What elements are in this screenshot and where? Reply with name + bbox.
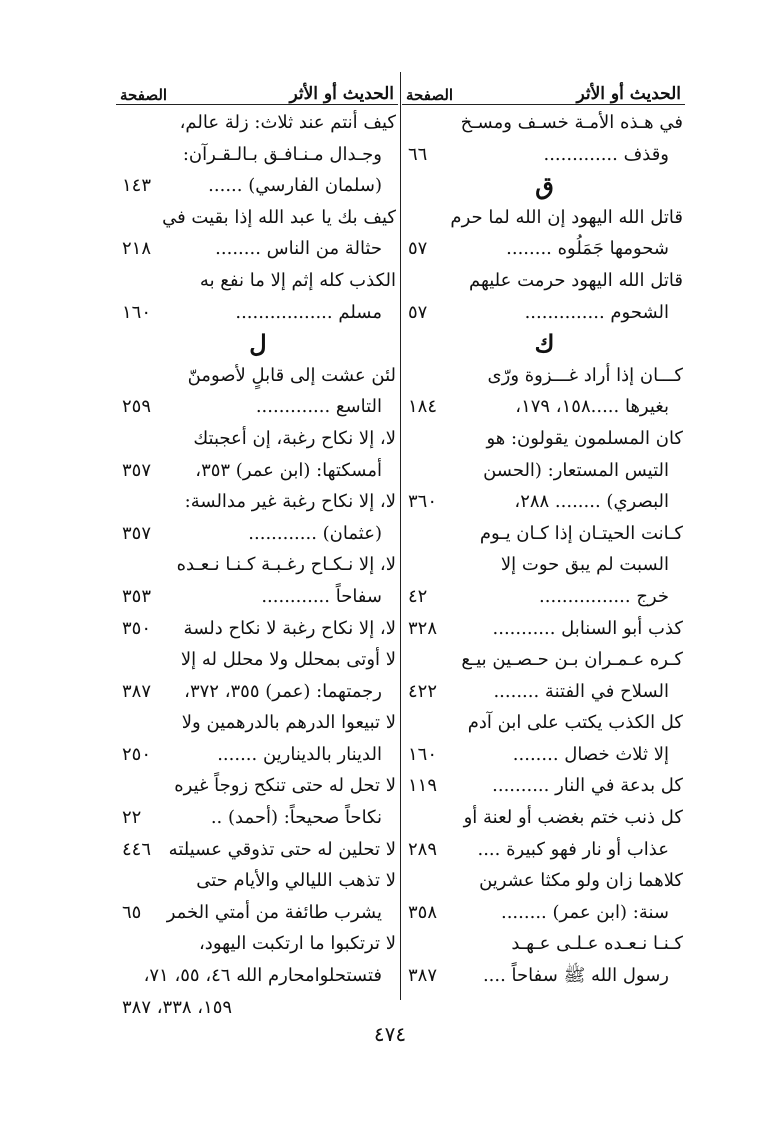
section-letter: ل [249,329,267,359]
header-page: الصفحة [120,86,168,104]
index-entry [116,581,398,613]
entry-text: كـنـا نـعـده عـلـى عـهـد [511,933,683,955]
entry-page-number [406,360,408,392]
entry-text: قاتل الله اليهود حرمت عليهم [468,269,683,291]
index-entry [402,644,685,676]
entry-text: رجمتهما: (عمر) ٣٥٥، ٣٧٢، [184,680,382,702]
index-entry [116,170,398,202]
entry-page-number: ٣٨٧ [122,680,152,702]
entry-text: إلا ثلاث خصال ........ [512,743,669,765]
entry-text: وقذف ............. [543,143,669,165]
entry-page-number: ٣٥٨ [408,901,438,923]
index-entry [116,770,398,802]
index-entry [402,518,685,550]
index-entry [116,297,398,329]
entry-page-number: ٥٧ [408,238,428,260]
entry-page-number [120,770,122,802]
index-entry [116,423,398,455]
entry-text: لا تذهب الليالي والأيام حتى [196,870,396,892]
entry-text: كل ذنب ختم بغضب أو لعنة أو [463,807,683,829]
entry-text: بغيرها .....١٥٨، ١٧٩، [515,396,669,418]
entry-text: يشرب طائفة من أمتي الخمر [166,901,382,923]
index-entry [402,391,685,423]
entry-text: الشحوم .............. [524,301,669,323]
entry-text: (سلمان الفارسي) ...... [208,175,382,197]
entry-page-number [120,486,122,518]
index-rows [402,107,685,992]
entry-text: كـره عـمـران بـن حـصـين بيـع [461,649,683,671]
entry-text: لا تبيعوا الدرهم بالدرهمين ولا [181,712,396,734]
entry-text: كـانت الحيتـان إذا كـان يـوم [479,522,683,544]
entry-page-number [406,802,408,834]
entry-text: كل الكذب يكتب على ابن آدم [467,712,683,734]
entry-page-number [120,865,122,897]
page-number: ٤٧٤ [373,1022,407,1046]
index-entry [116,992,398,1024]
index-entry [402,581,685,613]
entry-text: عذاب أو نار فهو كبيرة .... [477,838,669,860]
entry-text: كان المسلمون يقولون: هو [486,427,683,449]
index-entry [402,834,685,866]
column-header [116,70,398,105]
entry-text: مسلم ................. [235,301,382,323]
index-entry [116,928,398,960]
entry-page-number: ٣٢٨ [408,617,438,639]
index-entry [116,455,398,487]
entry-page-number [406,265,408,297]
index-entry [402,486,685,518]
entry-page-number [406,549,408,581]
entry-page-number [406,107,408,139]
index-entry [116,802,398,834]
index-entry [402,676,685,708]
entry-text: لا تحل له حتى تنكح زوجاً غيره [174,775,396,797]
entry-page-number: ١٦٠ [408,743,438,765]
entry-page-number: ٣٥٧ [122,522,152,544]
index-rows [116,107,398,1023]
index-entry [402,107,685,139]
index-entry [116,897,398,929]
index-entry [116,613,398,645]
index-entry [116,676,398,708]
entry-page-number: ٦٥ [122,901,142,923]
entry-text: كذب أبو السنابل ........... [492,617,683,639]
index-entry [402,455,685,487]
entry-text: في هـذه الأمـة خسـف ومسـخ [460,112,683,133]
entry-page-number: ١٤٣ [122,175,152,197]
entry-text: التيس المستعار: (الحسن [483,459,669,481]
entry-page-number: ٢١٨ [122,238,152,260]
index-entry [402,423,685,455]
entry-page-number [406,423,408,455]
index-entry [402,233,685,265]
entry-page-number: ٤٢ [408,585,428,607]
entry-text: حثالة من الناس ........ [215,238,382,260]
entry-page-number [406,202,408,234]
entry-page-number [120,928,122,960]
entry-text: سنة: (ابن عمر) ........ [500,901,669,923]
entry-text: خرج ................ [539,585,669,607]
index-entry [116,739,398,771]
index-column-left [116,70,398,1023]
column-header [402,70,685,105]
entry-text: سفاحاً ............ [261,585,382,607]
entry-page-number [120,107,122,139]
entry-text: السلاح في الفتنة ........ [493,680,669,702]
index-entry [116,865,398,897]
index-entry [402,928,685,960]
header-page: الصفحة [406,86,454,104]
entry-page-number [406,928,408,960]
index-entry [116,107,398,139]
entry-page-number [406,644,408,676]
entry-page-number: ٣٥٧ [122,459,152,481]
index-entry [402,202,685,234]
header-topic: الحديث أو الأثر [576,84,681,104]
entry-page-number: ٣٨٧ [408,965,438,987]
column-divider [400,72,401,1000]
entry-text: كيف بك يا عبد الله إذا بقيت في [162,206,396,228]
entry-text: كلاهما زان ولو مكثا عشرين [479,870,683,892]
entry-page-number: ٢٨٩ [408,838,438,860]
index-entry [116,707,398,739]
index-entry [402,739,685,771]
entry-page-number: ٤٢٢ [408,680,438,702]
index-entry [402,265,685,297]
entry-page-number [120,202,122,234]
entry-page-number [120,423,122,455]
index-entry [116,233,398,265]
entry-text: لا أوتى بمحلل ولا محلل له إلا [180,649,396,671]
entry-page-number [120,549,122,581]
entry-text: فتستحلوامحارم الله ٤٦، ٥٥، ٧١، [143,965,382,987]
entry-text: كل بدعة في النار .......... [492,775,683,797]
index-entry [402,802,685,834]
index-entry [402,770,685,802]
index-entry [402,960,685,992]
entry-text: لا، إلا نكاح رغبة، إن أعجبتك [193,427,396,449]
entry-text: لا، إلا نكاح رغبة غير مدالسة: [184,491,396,513]
index-entry [402,360,685,392]
entry-text: أمسكتها: (ابن عمر) ٣٥٣، [195,459,382,481]
entry-text: التاسع ............. [255,396,382,418]
entry-page-number: ٢٢ [122,807,142,829]
entry-text: نكاحاً صحيحاً: (أحمد) .. [210,807,382,829]
index-entry [402,613,685,645]
entry-text: لا، إلا نكاح رغبة لا نكاح دلسة [183,617,396,639]
entry-page-number [406,455,408,487]
entry-page-number: ١١٩ [408,775,438,797]
entry-text: لا، إلا نـكـاح رغـبـة كـنـا نـعـده [176,554,396,576]
index-entry [116,202,398,234]
entry-text: شحومها جَمَلُوه ........ [506,238,669,260]
index-entry [402,549,685,581]
entry-page-number: ٢٥٠ [122,743,152,765]
index-entry [116,960,398,992]
entry-text: كـــان إذا أراد غـــزوة ورّى [487,364,683,386]
entry-page-number [406,865,408,897]
entry-text: كيف أنتم عند ثلاث: زلة عالم، [179,112,396,133]
entry-text: لا تحلين له حتى تذوقي عسيلته [168,838,396,860]
entry-page-number [120,360,122,392]
index-entry [402,865,685,897]
entry-page-number: ٣٥٠ [122,617,152,639]
index-entry [116,265,398,297]
index-entry [402,297,685,329]
entry-page-number: ٦٦ [408,143,428,165]
index-entry [402,707,685,739]
entry-text: رسول الله ﷺ سفاحاً .... [482,965,669,987]
entry-page-number [120,139,122,171]
section-letter: ك [534,329,555,359]
entry-page-number [120,707,122,739]
index-entry [116,391,398,423]
entry-page-number: ١٦٠ [122,301,152,323]
index-entry [116,644,398,676]
entry-page-number: ١٥٩، ٣٣٨، ٣٨٧ [122,996,233,1018]
entry-page-number [120,960,122,992]
entry-page-number [406,518,408,550]
entry-page-number [120,265,122,297]
index-entry [116,834,398,866]
entry-page-number: ٢٥٩ [122,396,152,418]
entry-text: قاتل الله اليهود إن الله لما حرم [450,206,683,228]
entry-text: السبت لم يبق حوت إلا [500,554,669,576]
entry-text: لئن عشت إلى قابلٍ لأصومنّ [187,364,396,386]
index-entry [116,360,398,392]
index-entry [116,486,398,518]
entry-text: الدينار بالدينارين ....... [217,743,382,765]
entry-page-number: ٣٦٠ [408,491,438,513]
entry-text: البصري) ........ ٢٨٨، [514,491,669,513]
index-column-right [402,70,685,992]
header-topic: الحديث أو الأثر [289,84,394,104]
entry-page-number: ٤٤٦ [122,838,152,860]
index-entry [402,897,685,929]
section-letter: ق [535,171,554,201]
entry-page-number [120,644,122,676]
entry-page-number [406,707,408,739]
entry-page-number: ١٨٤ [408,396,438,418]
index-entry [116,139,398,171]
entry-page-number: ٥٧ [408,301,428,323]
entry-text: (عثمان) ............ [248,522,382,544]
index-entry [402,139,685,171]
index-entry [116,549,398,581]
entry-text: لا ترتكبوا ما ارتكبت اليهود، [199,933,396,955]
entry-text: الكذب كله إثم إلا ما نفع به [199,269,396,291]
entry-text: وجـدال مـنـافـق بـالـقـرآن: [182,143,382,165]
entry-page-number: ٣٥٣ [122,585,152,607]
index-entry [116,518,398,550]
